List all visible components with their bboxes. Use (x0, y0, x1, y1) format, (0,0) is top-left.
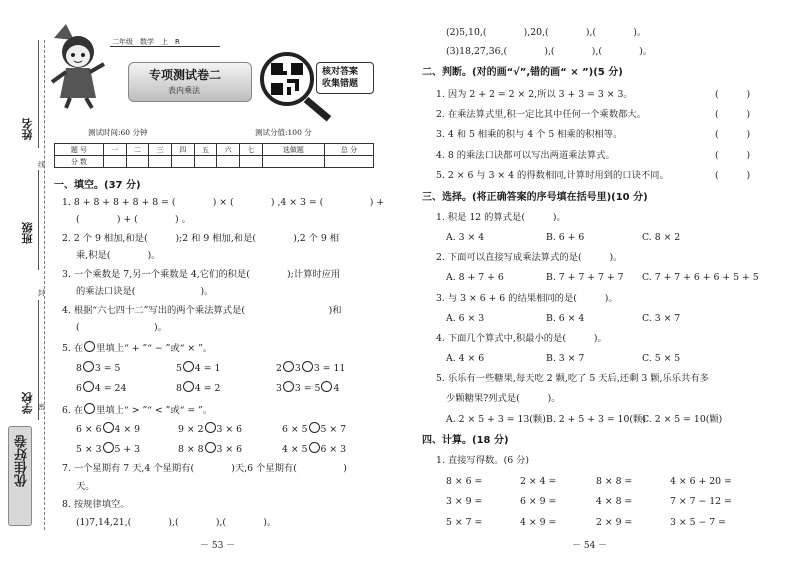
choice-question: 4. 下面几个算式中,积最小的是( )。 (436, 333, 607, 344)
calc-item[interactable]: 3 × 9 = (446, 496, 483, 507)
q6-item: 9 × 2 3 × 6 (178, 424, 243, 435)
score-cell[interactable] (103, 156, 126, 168)
answer-circle[interactable] (302, 361, 313, 372)
q8-sub3: (3)18,27,36,( ),( ),( )。 (446, 46, 653, 57)
score-cell[interactable] (126, 156, 149, 168)
calc-item[interactable]: 5 × 7 = (446, 517, 483, 528)
choice-option[interactable]: A. 3 × 4 (446, 232, 485, 243)
grade-subject-header: 二年级 数学 上 R (112, 38, 180, 46)
q2-line1: 2. 2 个 9 相加,和是( );2 和 9 相加,和是( ),2 个 9 相 (62, 233, 340, 244)
class-underline (38, 170, 39, 270)
q5-item: 5 4 = 1 (176, 363, 221, 374)
class-label: 班级 (21, 222, 34, 244)
score-row-label: 分 数 (55, 156, 104, 168)
qr-label-box (316, 62, 374, 94)
q5-item: 8 4 = 2 (176, 383, 221, 394)
score-header-cell: 七 (240, 144, 263, 156)
choice-option[interactable]: C. 2 × 5 = 10(颗) (642, 414, 723, 425)
q5-prompt-pre: 5. 在 (62, 343, 84, 354)
q6-prompt (62, 403, 212, 417)
score-header-cell: 三 (149, 144, 172, 156)
score-table-header-row (55, 144, 374, 156)
brand-logo (8, 426, 32, 526)
test-time: 测试时间:60 分钟 (88, 128, 148, 137)
page-subtitle: 表内乘法 (168, 86, 200, 95)
test-score: 测试分值:100 分 (255, 128, 312, 137)
judge-item: 5. 2 × 6 与 3 × 4 的得数相同,计算时用到的口诀不同。 (436, 170, 669, 181)
score-header-cell: 六 (217, 144, 240, 156)
calc-item[interactable]: 6 × 9 = (520, 496, 557, 507)
q2-line2: 乘,积是( )。 (76, 250, 161, 261)
q6-item: 8 × 8 3 × 6 (178, 444, 243, 455)
judge-answer[interactable]: ( ) (715, 150, 751, 161)
circle-icon (84, 403, 95, 414)
calc-item[interactable]: 3 × 5 − 7 = (670, 517, 726, 528)
judge-item: 2. 在乘法算式里,积一定比其中任何一个乘数都大。 (436, 109, 647, 120)
score-cell[interactable] (240, 156, 263, 168)
answer-circle[interactable] (309, 422, 320, 433)
choice-option[interactable]: A. 2 × 5 + 3 = 13(颗) (446, 414, 546, 425)
answer-circle[interactable] (183, 361, 194, 372)
answer-circle[interactable] (103, 442, 114, 453)
judge-answer[interactable]: ( ) (715, 109, 751, 120)
q6-prompt-post: 里填上“ > ”“ < ”或“ = ”。 (96, 405, 213, 416)
score-header-cell: 一 (103, 144, 126, 156)
calc-item[interactable]: 2 × 4 = (520, 476, 557, 487)
q7-line2: 天。 (76, 481, 95, 492)
school-label: 学校 (21, 392, 34, 414)
header-rule (110, 46, 220, 47)
choice-option[interactable]: B. 3 × 7 (546, 353, 585, 364)
circle-icon (84, 341, 95, 352)
calc-item[interactable]: 7 × 7 − 12 = (670, 496, 732, 507)
qr-magnifier (258, 52, 374, 118)
magnifier-handle (304, 97, 331, 122)
choice-question-5-line1: 5. 乐乐有一些糖果,每天吃 2 颗,吃了 5 天后,还剩 3 颗,乐乐共有多 (436, 373, 709, 384)
name-underline (38, 40, 39, 148)
score-header-cell: 五 (194, 144, 217, 156)
calc-title: 1. 直接写得数。(6 分) (436, 455, 530, 466)
section-3-heading: 三、选择。(将正确答案的序号填在括号里)(10 分) (422, 192, 648, 203)
choice-option[interactable]: C. 8 × 2 (642, 232, 681, 243)
q5-item: 6 4 = 24 (76, 383, 127, 394)
answer-circle[interactable] (83, 381, 94, 392)
judge-answer[interactable]: ( ) (715, 89, 751, 100)
calc-item[interactable]: 4 × 9 = (520, 517, 557, 528)
q8-sub1: (1)7,14,21,( ),( ),( )。 (76, 517, 277, 528)
q8-heading: 8. 按规律填空。 (62, 499, 130, 510)
answer-circle[interactable] (309, 442, 320, 453)
choice-question-5-line2: 少颗糖果?列式是( )。 (446, 393, 561, 404)
answer-circle[interactable] (283, 381, 294, 392)
score-cell[interactable] (325, 156, 374, 168)
answer-circle[interactable] (183, 381, 194, 392)
q5-prompt (62, 341, 212, 355)
choice-option[interactable]: B. 2 + 5 + 3 = 10(颗) (546, 414, 646, 425)
score-header-cell: 四 (171, 144, 194, 156)
score-header-cell: 总 分 (325, 144, 374, 156)
score-header-cell: 题 号 (55, 144, 104, 156)
name-label: 姓名 (21, 118, 34, 140)
answer-circle[interactable] (205, 422, 216, 433)
choice-question: 2. 下面可以直接写成乘法算式的是( )。 (436, 252, 623, 263)
score-cell[interactable] (262, 156, 324, 168)
q5-prompt-post: 里填上“ + ”“ − ”或“ × ”。 (96, 343, 213, 354)
q6-item: 5 × 3 5 + 3 (76, 444, 141, 455)
cut-mark-1: 线 (38, 161, 45, 169)
title-banner (128, 62, 252, 102)
choice-question: 3. 与 3 × 6 + 6 的结果相同的是( )。 (436, 293, 618, 304)
q1-line2: ( ) + ( ) 。 (76, 214, 191, 225)
q6-item: 6 × 5 5 × 7 (282, 424, 347, 435)
section-2-heading: 二、判断。(对的画“√”,错的画“ × ”)(5 分) (422, 67, 623, 78)
score-table-score-row (55, 156, 374, 168)
choice-option[interactable]: B. 6 + 6 (546, 232, 585, 243)
q6-prompt-pre: 6. 在 (62, 405, 84, 416)
qr-label-line1: 核对答案 (322, 67, 359, 77)
choice-option[interactable]: C. 7 + 7 + 6 + 6 + 5 + 5 (642, 272, 759, 283)
choice-option[interactable]: A. 8 + 7 + 6 (446, 272, 504, 283)
q7-line1: 7. 一个星期有 7 天,4 个星期有( )天,6 个星期有( ) (62, 463, 347, 474)
score-cell[interactable] (149, 156, 172, 168)
page-title: 专项测试卷二 (149, 68, 222, 82)
judge-item: 4. 8 的乘法口诀都可以写出两道乘法算式。 (436, 150, 615, 161)
judge-answer[interactable]: ( ) (715, 170, 751, 181)
judge-answer[interactable]: ( ) (715, 129, 751, 140)
page-number-left: － 53 － (200, 541, 236, 551)
score-cell[interactable] (217, 156, 240, 168)
calc-item[interactable]: 8 × 6 = (446, 476, 483, 487)
calc-item[interactable]: 8 × 8 = (596, 476, 633, 487)
answer-circle[interactable] (205, 442, 216, 453)
judge-item: 3. 4 和 5 相乘的积与 4 个 5 相乘的积相等。 (436, 129, 623, 140)
score-cell[interactable] (171, 156, 194, 168)
score-cell[interactable] (194, 156, 217, 168)
choice-option[interactable]: A. 6 × 3 (446, 313, 485, 324)
cut-mark-2: 封 (38, 289, 45, 297)
cut-mark-3: 密 (38, 403, 45, 411)
choice-option[interactable]: B. 6 × 4 (546, 313, 585, 324)
calc-item[interactable]: 4 × 6 + 20 = (670, 476, 732, 487)
brand-text: 优佳好卷 (15, 435, 30, 487)
q5-item: 8 3 = 5 (76, 363, 121, 374)
q3-line1: 3. 一个乘数是 7,另一个乘数是 4,它们的积是( );计算时应用 (62, 269, 341, 280)
binding-spine (0, 0, 46, 566)
q5-item: 3 3 = 5 4 (276, 383, 340, 394)
cut-line (44, 40, 45, 530)
q3-line2: 的乘法口诀是( )。 (76, 286, 214, 297)
choice-option[interactable]: B. 7 + 7 + 7 + 7 (546, 272, 624, 283)
judge-item: 1. 因为 2 + 2 = 2 × 2,所以 3 + 3 = 3 × 3。 (436, 89, 633, 100)
qr-label-line2: 收集错题 (322, 79, 359, 89)
q6-item: 4 × 5 6 × 3 (282, 444, 347, 455)
choice-question: 1. 积是 12 的算式是( )。 (436, 212, 566, 223)
score-table (54, 143, 374, 168)
section-1-heading: 一、填空。(37 分) (54, 180, 141, 191)
choice-option[interactable]: C. 5 × 5 (642, 353, 681, 364)
q4-line2: ( )。 (76, 322, 167, 333)
qr-code-icon[interactable] (271, 63, 303, 95)
q8-sub2: (2)5,10,( ),20,( ),( )。 (446, 27, 647, 38)
q1-line1: 1. 8 + 8 + 8 + 8 + 8 = ( ) × ( ) ,4 × 3 = ( ) + (62, 197, 385, 208)
q5-item: 2 3 3 = 11 (276, 363, 346, 374)
answer-circle[interactable] (83, 361, 94, 372)
calc-item[interactable]: 4 × 8 = (596, 496, 633, 507)
section-4-heading: 四、计算。(18 分) (422, 435, 509, 446)
answer-circle[interactable] (321, 381, 332, 392)
score-header-cell: 二 (126, 144, 149, 156)
q4-line1: 4. 根据“六七四十二”写出的两个乘法算式是( )和 (62, 305, 342, 316)
q6-item: 6 × 6 4 × 9 (76, 424, 141, 435)
calc-item[interactable]: 2 × 9 = (596, 517, 633, 528)
girl-illustration (44, 20, 112, 110)
score-header-cell: 选做题 (262, 144, 324, 156)
choice-option[interactable]: A. 4 × 6 (446, 353, 485, 364)
page-number-right: － 54 － (572, 541, 608, 551)
answer-circle[interactable] (283, 361, 294, 372)
answer-circle[interactable] (103, 422, 114, 433)
choice-option[interactable]: C. 3 × 7 (642, 313, 681, 324)
